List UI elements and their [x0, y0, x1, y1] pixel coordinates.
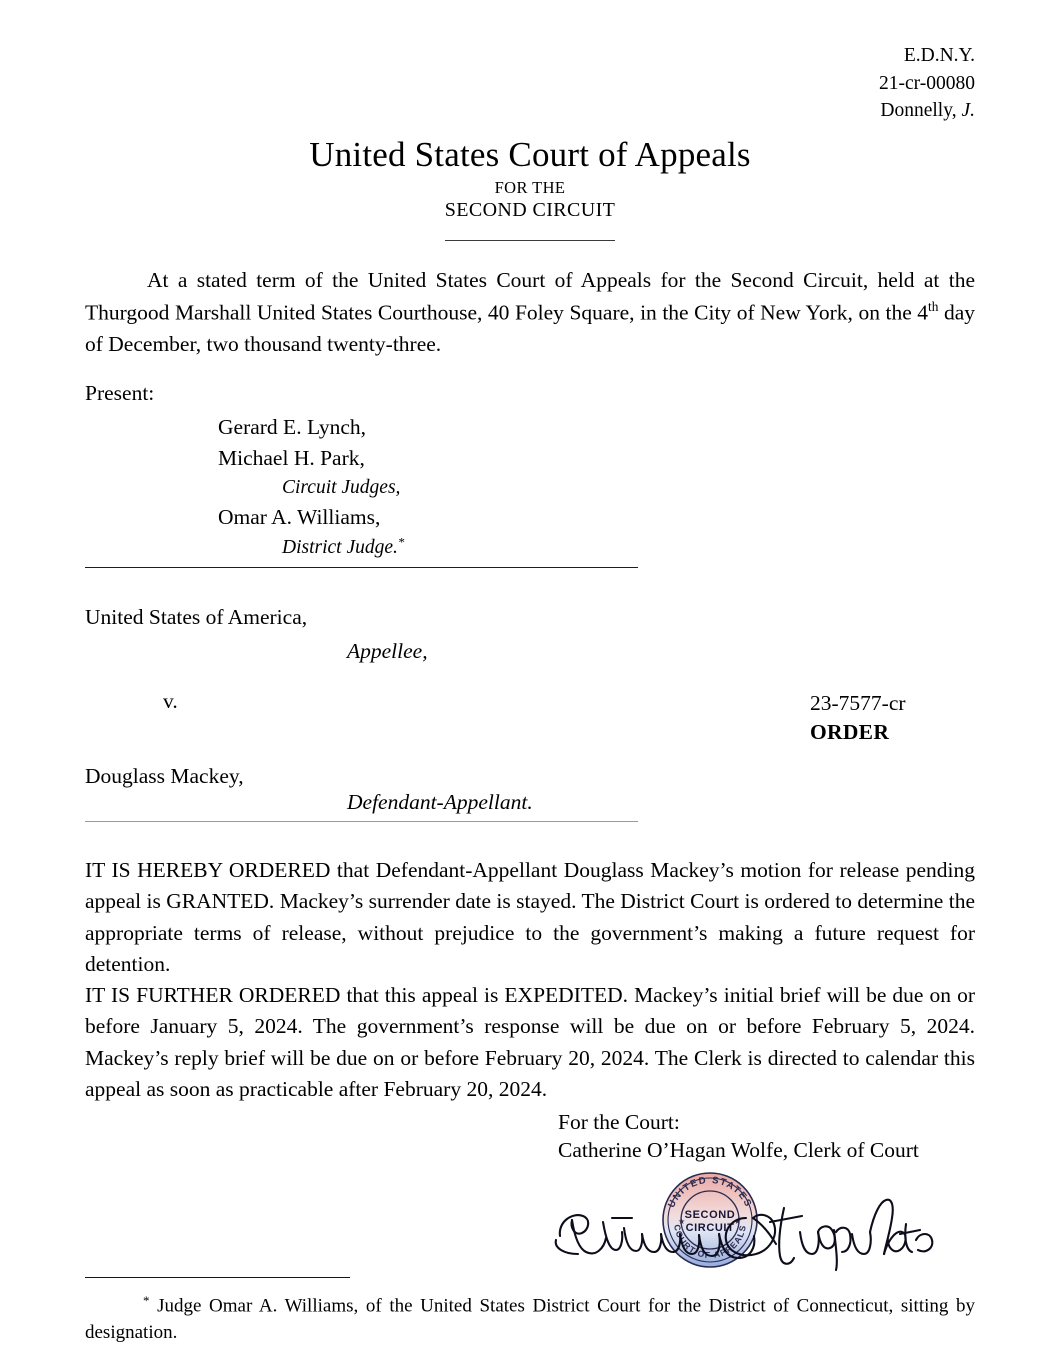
clerk-name: Catherine O’Hagan Wolfe, Clerk of Court — [558, 1137, 919, 1162]
caption-appellee-role: Appellee, — [347, 639, 428, 663]
order-paragraph-2: IT IS FURTHER ORDERED that this appeal is EXPEDITED. Mackey’s initial brief will be due on or before January 5, 2024. The government’s response will be due on or before February 5, 2024. Mackey’s reply brief will be due on or before February 20, 2024. The Clerk is directed to calendar this appeal as soon as practicable after February 20, 2024. — [85, 983, 975, 1102]
caption-divider-bottom — [85, 821, 638, 822]
case-number: 21-cr-00080 — [879, 72, 975, 94]
seal-and-signature — [548, 1168, 948, 1278]
caption-versus: v. — [163, 689, 178, 713]
svg-text:COURT OF APPEALS: COURT OF APPEALS — [671, 1223, 749, 1261]
caption-defendant: Douglass Mackey, — [85, 764, 244, 788]
district-label: E.D.N.Y. — [903, 45, 975, 66]
footnote-star-marker: * — [143, 1293, 150, 1308]
footnote — [85, 1292, 975, 1347]
judge-suffix: J. — [961, 100, 975, 122]
document-type-label: ORDER — [810, 720, 890, 745]
svg-text:UNITED STATES: UNITED STATES — [666, 1174, 754, 1210]
svg-text:CIRCUIT: CIRCUIT — [685, 1222, 735, 1234]
svg-text:★: ★ — [734, 1217, 742, 1226]
present-label: Present: — [85, 381, 155, 405]
caption-plaintiff: United States of America, — [85, 605, 308, 629]
circuit-label: SECOND CIRCUIT — [444, 198, 616, 221]
district-judge-role — [218, 533, 404, 562]
panel-judge-1: Gerard E. Lynch, — [218, 415, 367, 439]
page-title: United States Court of Appeals — [309, 135, 751, 174]
date-ordinal: th — [928, 298, 939, 314]
caption-divider-top — [85, 567, 638, 568]
district-judge-role-text: District Judge. — [282, 536, 398, 558]
circuit-judges-role: Circuit Judges, — [282, 477, 401, 499]
footnote-text: Judge Omar A. Williams, of the United States District Court for the District of Connecticut, sitting by designation. — [85, 1295, 975, 1344]
stated-term-text: At a stated term of the United States Court of Appeals for the Second Circuit, held at the Thurgood Marshall United States Courthouse, 40 Foley Square, in the City of New York, on the 4 — [85, 268, 975, 325]
footnote-marker-icon: * — [397, 535, 405, 550]
footnote-divider — [85, 1277, 350, 1278]
docket-number: 23-7577-cr — [810, 691, 906, 715]
district-judge-label: Donnelly, J. — [880, 100, 975, 122]
clerk-signature — [548, 1178, 948, 1273]
panel-judge-2: Michael H. Park, — [218, 445, 365, 470]
for-the-court-label: For the Court: — [558, 1110, 680, 1134]
signature-block — [558, 1109, 919, 1164]
order-paragraph-1: IT IS HEREBY ORDERED that Defendant-Appellant Douglass Mackey’s motion for release pending appeal is GRANTED. Mackey’s surrender date is stayed. The District Court is ordered to determine the appropriate terms of release, without prejudice to the government’s making a future request for detention. — [85, 858, 975, 977]
stated-term-text-after: day of December, two thousand twenty-three. — [85, 300, 976, 356]
panel-judge-3: Omar A. Williams, — [218, 505, 381, 530]
stated-term-paragraph — [85, 265, 975, 361]
title-divider — [445, 240, 615, 241]
caption-appellant-role: Defendant-Appellant. — [347, 790, 533, 814]
case-header — [879, 42, 975, 125]
svg-text:★: ★ — [678, 1217, 686, 1226]
for-the-label: FOR THE — [494, 177, 566, 197]
court-title-block — [0, 136, 1060, 241]
docket-block — [810, 689, 906, 747]
judge-panel — [218, 412, 404, 562]
svg-text:SECOND: SECOND — [684, 1209, 736, 1221]
